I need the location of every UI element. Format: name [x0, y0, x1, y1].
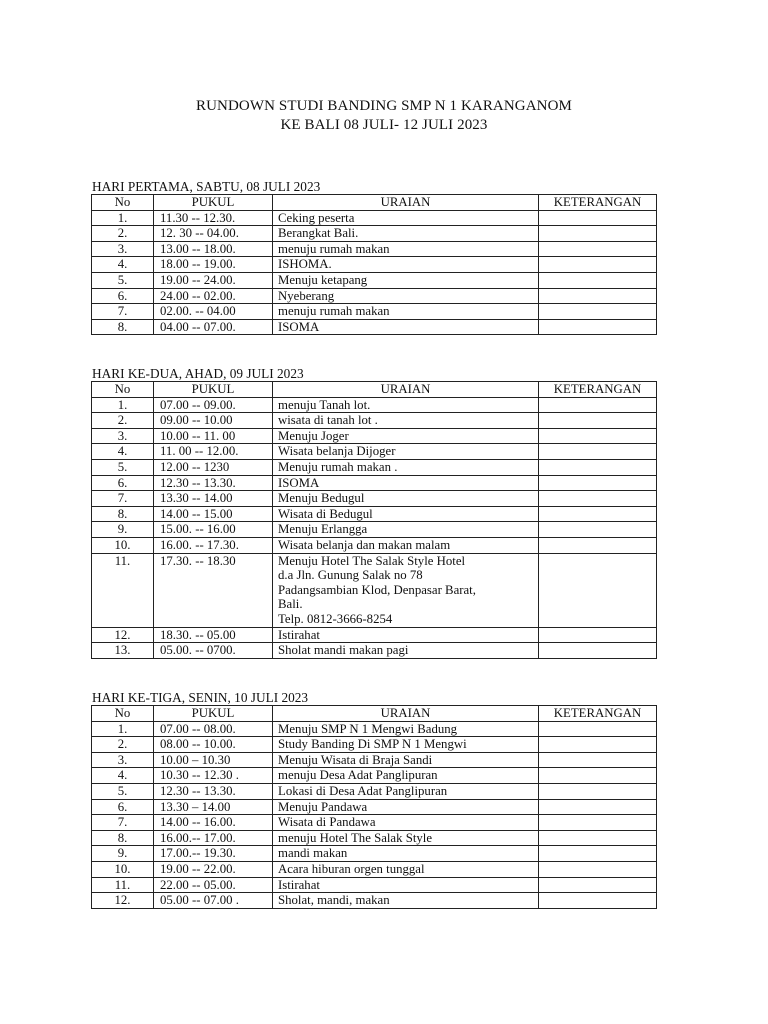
row-description: [273, 830, 539, 846]
row-number: 10.: [92, 537, 154, 553]
row-time: 11.30 -- 12.30.: [154, 210, 273, 226]
description-line: Menuju ketapang: [278, 272, 368, 287]
day-heading: HARI KE-DUA, AHAD, 09 JULI 2023: [92, 366, 304, 381]
table-row: [92, 226, 657, 242]
column-header-keterangan: KETERANGAN: [539, 706, 657, 722]
row-number: 6.: [92, 475, 154, 491]
row-description: [273, 397, 539, 413]
row-time: 10.00 – 10.30: [154, 752, 273, 768]
schedule-table: [91, 381, 657, 659]
row-time: 16.00. -- 17.30.: [154, 537, 273, 553]
row-note: [539, 491, 657, 507]
table-row: [92, 491, 657, 507]
row-note: [539, 752, 657, 768]
row-number: 7.: [92, 815, 154, 831]
column-header-uraian: URAIAN: [273, 195, 539, 211]
row-description: [273, 737, 539, 753]
row-number: 8.: [92, 319, 154, 335]
description-line: Menuju SMP N 1 Mengwi Badung: [278, 721, 458, 736]
row-time: 12.00 -- 1230: [154, 459, 273, 475]
row-number: 12.: [92, 627, 154, 643]
row-description: [273, 643, 539, 659]
row-time: 13.30 -- 14.00: [154, 491, 273, 507]
description-line: Study Banding Di SMP N 1 Mengwi: [278, 737, 467, 752]
row-note: [539, 627, 657, 643]
row-number: 9.: [92, 846, 154, 862]
table-row: [92, 304, 657, 320]
row-note: [539, 319, 657, 335]
row-time: 19.00 -- 24.00.: [154, 272, 273, 288]
table-row: [92, 257, 657, 273]
row-description: [273, 877, 539, 893]
row-description: [273, 783, 539, 799]
description-line: Menuju Joger: [278, 428, 349, 443]
table-row: [92, 241, 657, 257]
row-time: 17.00.-- 19.30.: [154, 846, 273, 862]
schedule-table: [91, 194, 657, 335]
row-description: [273, 257, 539, 273]
row-time: 12.30 -- 13.30.: [154, 475, 273, 491]
row-description: [273, 752, 539, 768]
row-number: 6.: [92, 799, 154, 815]
description-line: Acara hiburan orgen tunggal: [278, 861, 425, 876]
row-note: [539, 830, 657, 846]
row-note: [539, 522, 657, 538]
row-time: 07.00 -- 08.00.: [154, 721, 273, 737]
row-note: [539, 272, 657, 288]
description-line: Wisata di Pandawa: [278, 815, 376, 830]
row-description: [273, 721, 539, 737]
row-note: [539, 877, 657, 893]
table-header-row: [92, 706, 657, 722]
row-description: [273, 861, 539, 877]
table-row: [92, 627, 657, 643]
row-number: 11.: [92, 553, 154, 627]
row-note: [539, 444, 657, 460]
description-line: ISHOMA.: [278, 257, 332, 272]
column-header-pukul: PUKUL: [154, 195, 273, 211]
description-line: mandi makan: [278, 846, 348, 861]
document-title-line-1: RUNDOWN STUDI BANDING SMP N 1 KARANGANOM: [196, 98, 572, 114]
row-note: [539, 506, 657, 522]
table-row: [92, 768, 657, 784]
row-time: 10.30 -- 12.30 .: [154, 768, 273, 784]
row-description: [273, 444, 539, 460]
row-time: 02.00. -- 04.00: [154, 304, 273, 320]
description-line: Bali.: [278, 597, 303, 612]
row-description: [273, 304, 539, 320]
row-description: [273, 537, 539, 553]
description-line: Menuju Hotel The Salak Style Hotel: [278, 553, 466, 568]
row-time: 14.00 -- 16.00.: [154, 815, 273, 831]
table-row: [92, 522, 657, 538]
row-number: 5.: [92, 272, 154, 288]
description-line: menuju rumah makan: [278, 304, 390, 319]
table-row: [92, 537, 657, 553]
row-number: 1.: [92, 210, 154, 226]
row-note: [539, 737, 657, 753]
row-number: 11.: [92, 877, 154, 893]
column-header-keterangan: KETERANGAN: [539, 382, 657, 398]
table-row: [92, 272, 657, 288]
table-row: [92, 830, 657, 846]
day-heading: HARI KE-TIGA, SENIN, 10 JULI 2023: [92, 690, 309, 705]
description-line: menuju rumah makan: [278, 241, 390, 256]
description-line: Menuju Pandawa: [278, 799, 368, 814]
row-time: 19.00 -- 22.00.: [154, 861, 273, 877]
row-number: 4.: [92, 444, 154, 460]
row-description: [273, 522, 539, 538]
row-note: [539, 397, 657, 413]
description-line: Menuju rumah makan .: [278, 459, 398, 474]
description-line: menuju Desa Adat Panglipuran: [278, 768, 438, 783]
table-row: [92, 893, 657, 909]
row-description: [273, 506, 539, 522]
row-time: 08.00 -- 10.00.: [154, 737, 273, 753]
description-line: wisata di tanah lot .: [278, 413, 378, 428]
row-number: 6.: [92, 288, 154, 304]
table-row: [92, 737, 657, 753]
row-description: [273, 846, 539, 862]
row-number: 3.: [92, 752, 154, 768]
description-line: Wisata belanja Dijoger: [278, 444, 396, 459]
description-line: Wisata belanja dan makan malam: [278, 537, 451, 552]
row-number: 5.: [92, 783, 154, 799]
row-note: [539, 721, 657, 737]
description-line: Wisata di Bedugul: [278, 506, 373, 521]
description-line: menuju Hotel The Salak Style: [278, 830, 433, 845]
day-section: [91, 691, 656, 909]
row-number: 1.: [92, 397, 154, 413]
table-row: [92, 459, 657, 475]
row-number: 3.: [92, 241, 154, 257]
description-line: d.a Jln. Gunung Salak no 78: [278, 568, 423, 583]
row-time: 07.00 -- 09.00.: [154, 397, 273, 413]
column-header-keterangan: KETERANGAN: [539, 195, 657, 211]
column-header-pukul: PUKUL: [154, 706, 273, 722]
table-row: [92, 319, 657, 335]
row-description: [273, 413, 539, 429]
row-time: 12.30 -- 13.30.: [154, 783, 273, 799]
row-time: 09.00 -- 10.00: [154, 413, 273, 429]
row-time: 12. 30 -- 04.00.: [154, 226, 273, 242]
table-header-row: [92, 195, 657, 211]
description-line: ISOMA: [278, 475, 320, 490]
row-description: [273, 241, 539, 257]
row-time: 13.00 -- 18.00.: [154, 241, 273, 257]
row-description: [273, 272, 539, 288]
row-time: 17.30. -- 18.30: [154, 553, 273, 627]
row-description: [273, 459, 539, 475]
description-line: Nyeberang: [278, 288, 335, 303]
table-row: [92, 413, 657, 429]
description-line: Istirahat: [278, 627, 320, 642]
day-heading: HARI PERTAMA, SABTU, 08 JULI 2023: [92, 179, 321, 194]
table-row: [92, 475, 657, 491]
table-row: [92, 721, 657, 737]
row-number: 2.: [92, 737, 154, 753]
row-note: [539, 815, 657, 831]
table-row: [92, 506, 657, 522]
description-line: Lokasi di Desa Adat Panglipuran: [278, 783, 448, 798]
row-number: 7.: [92, 304, 154, 320]
table-row: [92, 846, 657, 862]
row-number: 12.: [92, 893, 154, 909]
row-number: 9.: [92, 522, 154, 538]
table-row: [92, 752, 657, 768]
table-row: [92, 815, 657, 831]
row-number: 10.: [92, 861, 154, 877]
table-row: [92, 397, 657, 413]
description-line: Istirahat: [278, 877, 320, 892]
row-number: 5.: [92, 459, 154, 475]
row-note: [539, 799, 657, 815]
column-header-uraian: URAIAN: [273, 382, 539, 398]
row-time: 18.00 -- 19.00.: [154, 257, 273, 273]
row-time: 10.00 -- 11. 00: [154, 428, 273, 444]
table-row: [92, 444, 657, 460]
row-note: [539, 553, 657, 627]
row-time: 14.00 -- 15.00: [154, 506, 273, 522]
row-note: [539, 768, 657, 784]
row-time: 15.00. -- 16.00: [154, 522, 273, 538]
table-row: [92, 288, 657, 304]
row-note: [539, 257, 657, 273]
row-description: [273, 491, 539, 507]
row-description: [273, 815, 539, 831]
table-row: [92, 877, 657, 893]
table-row: [92, 799, 657, 815]
schedule-table: [91, 705, 657, 909]
row-number: 2.: [92, 413, 154, 429]
description-line: Padangsambian Klod, Denpasar Barat,: [278, 582, 476, 597]
document-title-line-2: KE BALI 08 JULI- 12 JULI 2023: [280, 117, 488, 133]
table-row: [92, 861, 657, 877]
table-row: [92, 643, 657, 659]
row-description: [273, 428, 539, 444]
description-line: Sholat mandi makan pagi: [278, 643, 409, 658]
row-description: [273, 475, 539, 491]
row-note: [539, 537, 657, 553]
row-number: 13.: [92, 643, 154, 659]
row-number: 4.: [92, 768, 154, 784]
row-note: [539, 241, 657, 257]
description-line: Telp. 0812-3666-8254: [278, 611, 393, 626]
row-time: 18.30. -- 05.00: [154, 627, 273, 643]
row-note: [539, 846, 657, 862]
column-header-no: No: [92, 195, 154, 211]
row-note: [539, 643, 657, 659]
row-time: 05.00 -- 07.00 .: [154, 893, 273, 909]
row-description: [273, 288, 539, 304]
row-time: 05.00. -- 0700.: [154, 643, 273, 659]
row-time: 24.00 -- 02.00.: [154, 288, 273, 304]
row-number: 7.: [92, 491, 154, 507]
description-line: Menuju Erlangga: [278, 522, 368, 537]
row-description: [273, 799, 539, 815]
description-line: ISOMA: [278, 319, 320, 334]
row-description: [273, 319, 539, 335]
description-line: Menuju Bedugul: [278, 491, 365, 506]
row-note: [539, 459, 657, 475]
description-line: Berangkat Bali.: [278, 226, 359, 241]
row-description: [273, 627, 539, 643]
row-time: 22.00 -- 05.00.: [154, 877, 273, 893]
column-header-uraian: URAIAN: [273, 706, 539, 722]
row-number: 8.: [92, 506, 154, 522]
row-note: [539, 428, 657, 444]
row-time: 04.00 -- 07.00.: [154, 319, 273, 335]
row-number: 8.: [92, 830, 154, 846]
column-header-no: No: [92, 706, 154, 722]
day-section: [91, 367, 656, 659]
row-note: [539, 210, 657, 226]
row-time: 11. 00 -- 12.00.: [154, 444, 273, 460]
row-number: 4.: [92, 257, 154, 273]
row-description: [273, 210, 539, 226]
table-row: [92, 210, 657, 226]
row-number: 1.: [92, 721, 154, 737]
row-note: [539, 304, 657, 320]
row-note: [539, 226, 657, 242]
day-section: [91, 180, 656, 335]
column-header-pukul: PUKUL: [154, 382, 273, 398]
description-line: Sholat, mandi, makan: [278, 893, 390, 908]
row-note: [539, 893, 657, 909]
row-description: [273, 226, 539, 242]
row-note: [539, 288, 657, 304]
table-row: [92, 783, 657, 799]
row-time: 13.30 – 14.00: [154, 799, 273, 815]
table-row: [92, 553, 657, 627]
row-note: [539, 475, 657, 491]
row-description: [273, 553, 539, 627]
table-row: [92, 428, 657, 444]
row-number: 3.: [92, 428, 154, 444]
row-note: [539, 783, 657, 799]
row-time: 16.00.-- 17.00.: [154, 830, 273, 846]
description-line: Ceking peserta: [278, 210, 355, 225]
description-line: menuju Tanah lot.: [278, 397, 371, 412]
row-description: [273, 893, 539, 909]
row-description: [273, 768, 539, 784]
row-note: [539, 413, 657, 429]
row-note: [539, 861, 657, 877]
table-header-row: [92, 382, 657, 398]
row-number: 2.: [92, 226, 154, 242]
column-header-no: No: [92, 382, 154, 398]
description-line: Menuju Wisata di Braja Sandi: [278, 752, 433, 767]
